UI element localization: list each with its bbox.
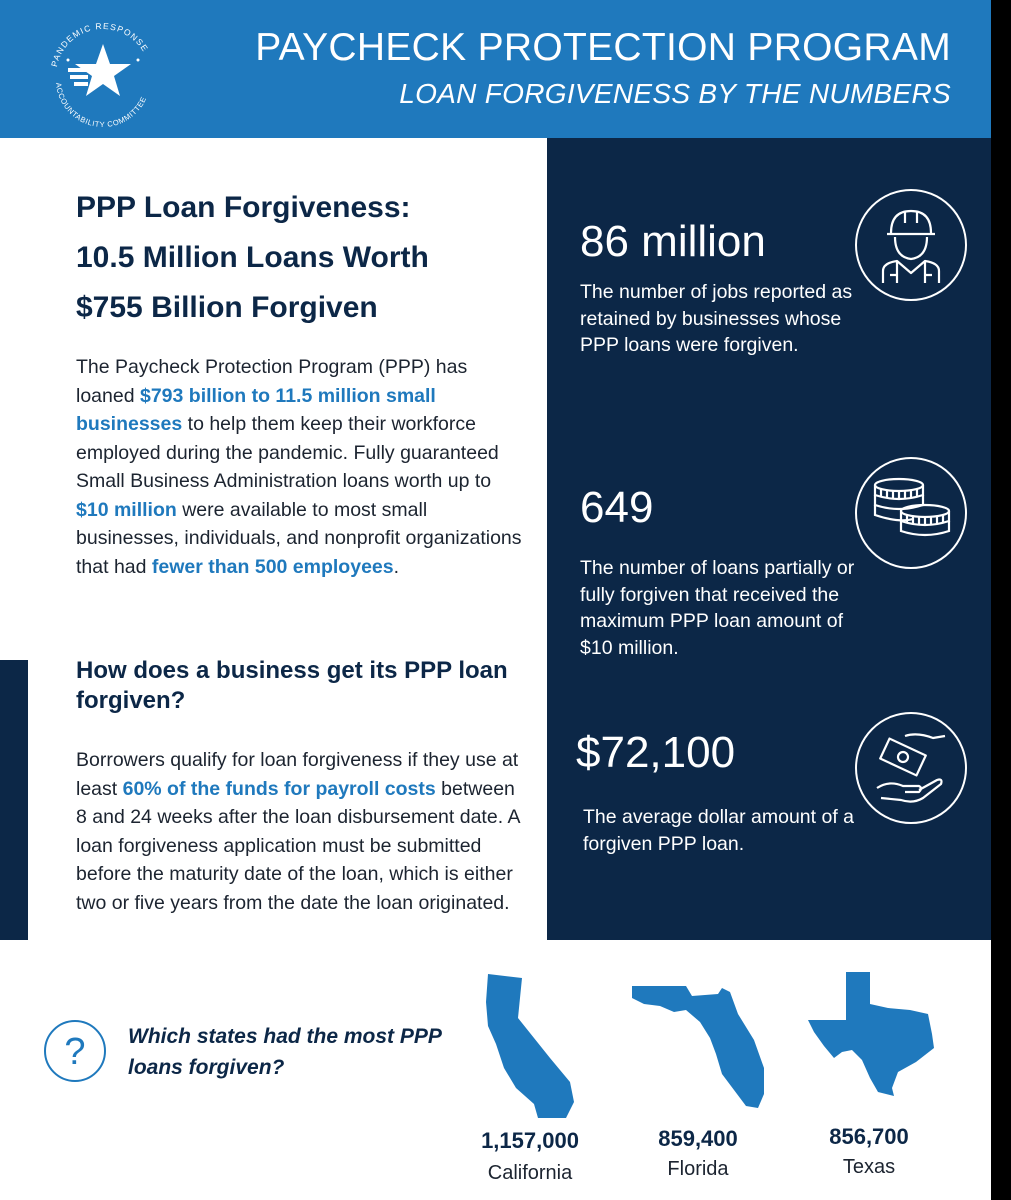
- intro-paragraph: The Paycheck Protection Program (PPP) has loaned $793 billion to 11.5 million small businesses to help them keep their workforce employed during the pandemic. Fully guaranteed Small Business Administration loans worth up to $10 million were available to most small businesses, individuals, and nonprofit organizations that had fewer than 500 employees.: [76, 356, 522, 578]
- svg-text:ACCOUNTABILITY COMMITTEE: ACCOUNTABILITY COMMITTEE: [54, 82, 149, 130]
- intro-heading: PPP Loan Forgiveness: 10.5 Million Loans Worth $755 Billion Forgiven: [76, 191, 429, 324]
- states-question: Which states had the most PPP loans forgiven?: [128, 1025, 442, 1079]
- stat-value: 86 million: [580, 217, 766, 266]
- star-seal-icon: [38, 10, 168, 132]
- svg-text:?: ?: [64, 1031, 86, 1073]
- florida-map-icon: [630, 982, 770, 1112]
- header-banner: [0, 0, 991, 138]
- state-value: 1,157,000: [481, 1128, 579, 1153]
- worker-hardhat-icon: [853, 187, 969, 303]
- howto-paragraph: Borrowers qualify for loan forgiveness if they use at least 60% of the funds for payroll costs between 8 and 24 weeks after the loan disbursement date. A loan forgiveness application must be submitted before the maturity date of the loan, which is either two or five years from the date the loan originated.: [76, 749, 520, 914]
- california-map-icon: [478, 972, 598, 1122]
- state-name: California: [487, 1162, 573, 1184]
- money-hand-icon: [853, 710, 969, 826]
- stat-jobs: [580, 217, 860, 359]
- stat-description: The average dollar amount of a forgiven PPP loan.: [583, 806, 855, 855]
- stat-description: The number of jobs reported as retained by businesses whose PPP loans were forgiven.: [580, 281, 853, 356]
- texas-map-icon: [806, 968, 938, 1098]
- stat-value: $72,100: [576, 728, 736, 777]
- coin-stacks-icon: [853, 455, 969, 571]
- svg-text:PANDEMIC RESPONSE: PANDEMIC RESPONSE: [48, 20, 151, 68]
- question-mark-icon: [43, 1019, 107, 1083]
- state-name: Texas: [842, 1156, 896, 1178]
- page-title: PAYCHECK PROTECTION PROGRAM: [255, 26, 951, 69]
- accent-bar: [0, 660, 28, 940]
- state-value: 856,700: [829, 1124, 909, 1149]
- stat-average-loan: [576, 728, 863, 857]
- stat-max-loans: [580, 483, 860, 661]
- page-subtitle: LOAN FORGIVENESS BY THE NUMBERS: [399, 78, 951, 109]
- stat-description: The number of loans partially or fully forgiven that received the maximum PPP loan amount of $10 million.: [580, 557, 855, 659]
- state-name: Florida: [667, 1158, 729, 1180]
- howto-heading: How does a business get its PPP loan forgiven?: [76, 657, 508, 714]
- stat-value: 649: [580, 483, 654, 532]
- state-value: 859,400: [658, 1126, 738, 1151]
